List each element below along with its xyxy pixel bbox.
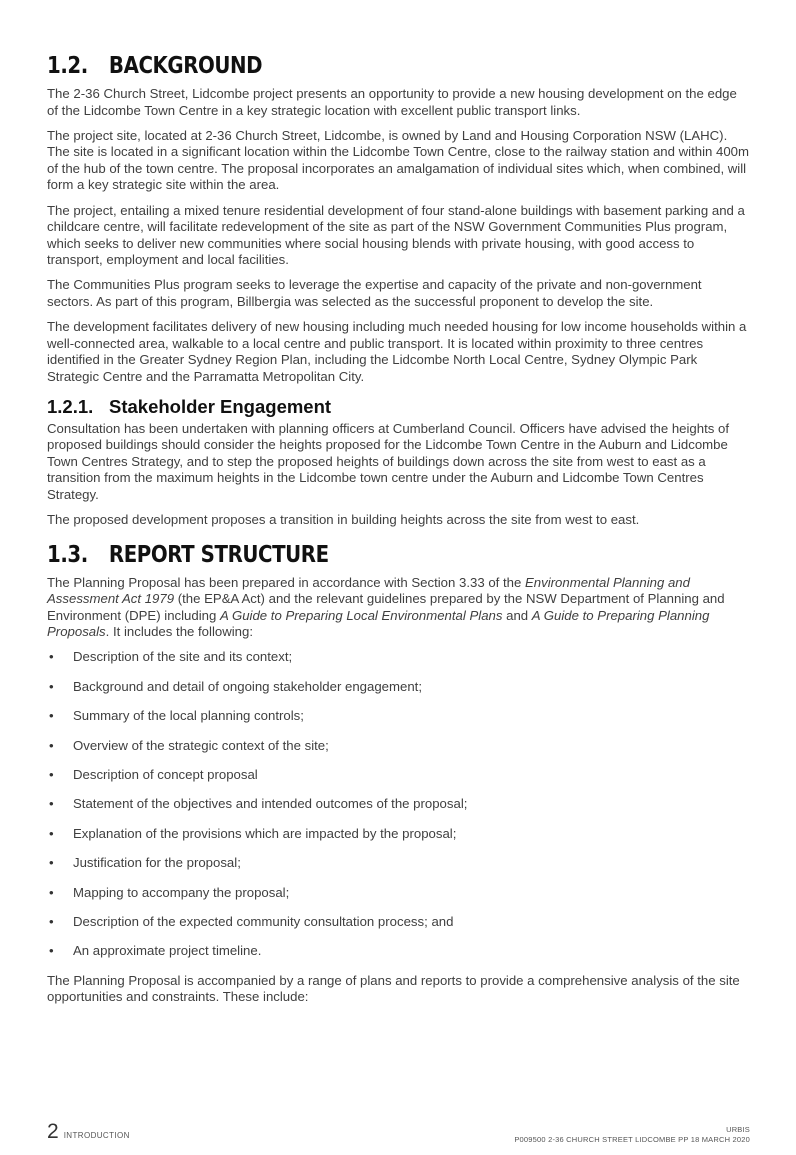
document-reference: P009500 2-36 CHURCH STREET LIDCOMBE PP 18 MARCH 2020 [514, 1135, 750, 1144]
section-title: REPORT STRUCTURE [108, 541, 329, 568]
list-item: • Mapping to accompany the proposal; [49, 884, 290, 900]
document-page [47, 52, 750, 1014]
bullet-icon: • [49, 708, 54, 724]
section-number: 1.3. [47, 541, 88, 568]
bullet-icon: • [49, 678, 54, 694]
paragraph: Consultation has been undertaken with planning officers at Cumberland Council. Officers have advised the heights of proposed buildings should consider the heights proposed for the Lidcombe Town Centre in the Auburn and Lidcombe Town Centres Strategy, and to step the proposed heights of buildings down across the site from west to east as a transition from the maximum heights in the Lidcombe town centre under the Auburn and Lidcombe Town Centres Strategy. [47, 420, 730, 502]
list-item: • Overview of the strategic context of the site; [49, 737, 329, 753]
bullet-icon: • [49, 884, 54, 900]
list-item: • Background and detail of ongoing stakeholder engagement; [49, 678, 422, 694]
subsection-heading-stakeholder [47, 396, 750, 418]
footer-section-label: INTRODUCTION [63, 1131, 130, 1140]
subsection-title: Stakeholder Engagement [109, 395, 332, 417]
list-item: • Explanation of the provisions which are impacted by the proposal; [49, 825, 457, 841]
bullet-icon: • [49, 649, 54, 665]
intro-paragraph: The Planning Proposal has been prepared in accordance with Section 3.33 of the Environmental Planning and Assessment Act 1979 (the EP&A Act) and the relevant guidelines prepared by the NSW Department of Planning and Environment (DPE) including A Guide to Preparing Local Environmental Plans and A Guide to Preparing Planning Proposals. It includes the following: [47, 574, 725, 640]
bullet-icon: • [49, 737, 54, 753]
list-item: • Description of the site and its context; [49, 649, 293, 665]
bullet-icon: • [49, 943, 54, 959]
section-heading-background [47, 52, 652, 80]
paragraph: The proposed development proposes a transition in building heights across the site from west to east. [47, 511, 640, 527]
list-item: • Description of the expected community consultation process; and [49, 913, 454, 929]
bullet-icon: • [49, 767, 54, 782]
bullet-icon: • [49, 913, 54, 929]
list-item: • Justification for the proposal; [49, 855, 241, 871]
paragraph: The Communities Plus program seeks to leverage the expertise and capacity of the private and non-government sectors. As part of this program, Billbergia was selected as the successful proponent to develop the site. [47, 277, 702, 310]
list-item: • Summary of the local planning controls; [49, 708, 304, 724]
closing-paragraph: The Planning Proposal is accompanied by a range of plans and reports to provide a comprehensive analysis of the site opportunities and constraints. These include: [47, 972, 740, 1005]
list-item: • Description of concept proposal [49, 767, 258, 782]
list-item: • An approximate project timeline. [49, 943, 262, 959]
company-name: URBIS [726, 1125, 750, 1134]
section-heading-report-structure [47, 541, 652, 569]
paragraph: The project site, located at 2-36 Church Street, Lidcombe, is owned by Land and Housing Corporation NSW (LAHC). The site is located in a significant location within the Lidcombe Town Centre, close to the railway station and within 400m of the hub of the town centre. The proposal incorporates an amalgamation of individual sites which, when combined, will form a key strategic site within the area. [47, 127, 750, 193]
bullet-icon: • [49, 855, 54, 871]
section-title: BACKGROUND [108, 53, 263, 79]
guide-title-lep: A Guide to Preparing Local Environmental Plans [219, 607, 503, 623]
paragraph: The project, entailing a mixed tenure residential development of four stand-alone buildings with basement parking and a childcare centre, will facilitate redevelopment of the site as part of the NSW Government Communities Plus program, which seeks to deliver new communities where social housing blends with private housing, with good access to transport, employment and local facilities. [47, 202, 745, 268]
footer-left [47, 1120, 130, 1144]
report-contents-list [47, 649, 750, 960]
paragraph: The development facilitates delivery of new housing including much needed housing for low income households within a well-connected area, walkable to a local centre and public transport. It is located within proximity to three centres identified in the Greater Sydney Region Plan, including the Lidcombe North Local Centre, Sydney Olympic Park Strategic Centre and the Parramatta Metropolitan City. [47, 319, 747, 384]
bullet-icon: • [49, 796, 54, 812]
section-number: 1.2. [47, 53, 88, 79]
paragraph: The 2-36 Church Street, Lidcombe project presents an opportunity to provide a new housing development on the edge of the Lidcombe Town Centre in a key strategic location with excellent public transport links. [47, 86, 737, 118]
footer-right [514, 1125, 750, 1145]
subsection-number: 1.2.1. [47, 395, 94, 417]
page-number: 2 [47, 1120, 59, 1143]
guide-title-pp: A Guide to Preparing Planning Proposals [47, 607, 710, 640]
act-title: Environmental Planning and Assessment Act 1979 [47, 574, 690, 607]
bullet-icon: • [49, 825, 54, 841]
list-item: • Statement of the objectives and intended outcomes of the proposal; [49, 796, 468, 812]
